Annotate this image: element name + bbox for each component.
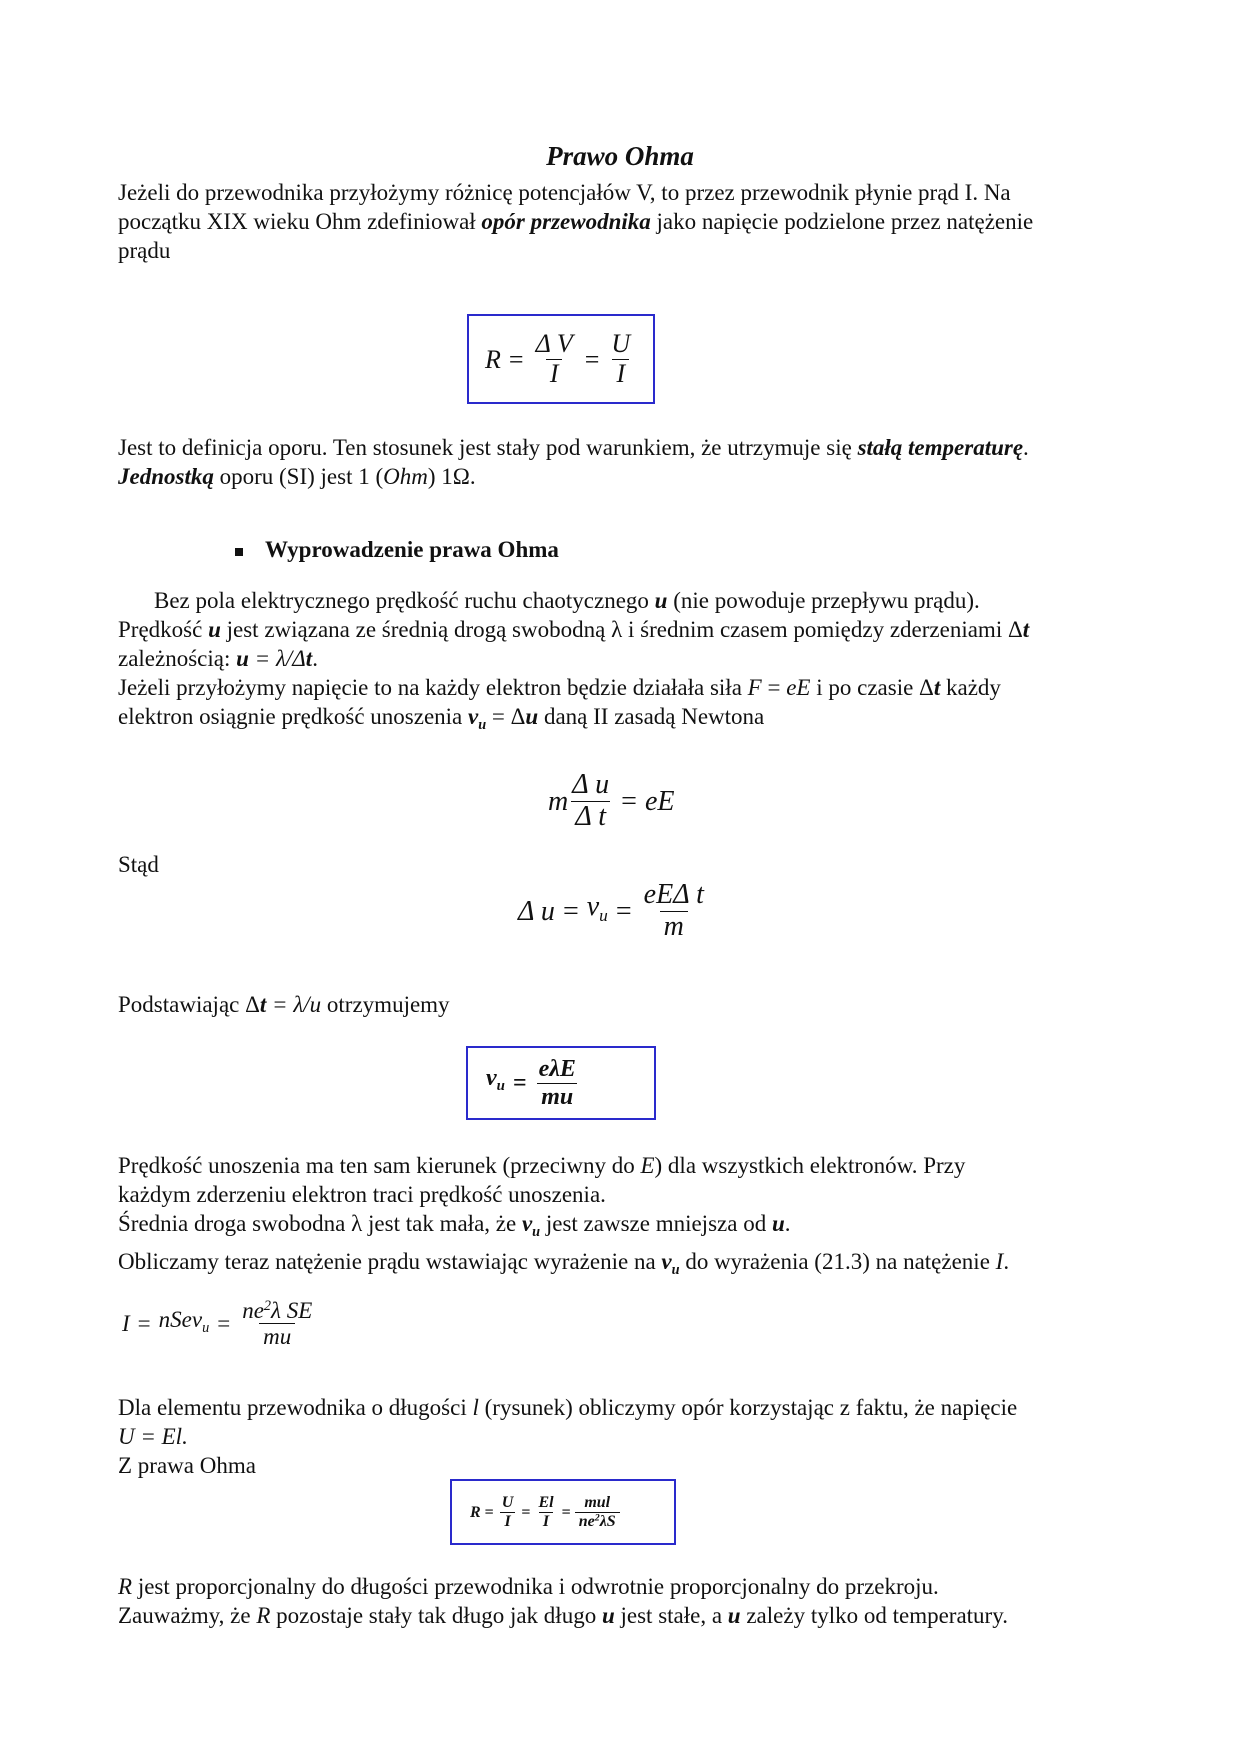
eq5-lhs: I <box>122 1311 130 1337</box>
drift-line-2: każdym zderzeniu elektron traci prędkość unoszenia. <box>118 1182 606 1207</box>
eq1-equals: = <box>508 344 524 374</box>
intro-line-1: Jeżeli do przewodnika przyłożymy różnicę potencjałów V, to przez przewodnik płynie prąd I. Na <box>118 180 1011 205</box>
eq1-fraction-1 <box>532 330 577 388</box>
eq4-num: eλE <box>538 1056 576 1083</box>
derivation-paragraph <box>118 586 1128 740</box>
element-paragraph <box>118 1393 1128 1480</box>
eq2-equals: = <box>621 785 637 817</box>
eq5-num: $ne^2\lambda$ SE <box>242 1298 313 1323</box>
equation-current <box>122 1298 316 1350</box>
definition-line-2: Jednostką oporu (SI) jest 1 (Ohm) 1Ω. <box>118 464 476 489</box>
eq2-mass: m <box>548 785 569 817</box>
eq5-fraction <box>238 1298 316 1350</box>
eq1-lhs: R <box>485 344 501 374</box>
eq4-den: mu <box>537 1083 577 1110</box>
eq1-equals-2: = <box>584 344 600 374</box>
eq4-equals: = <box>512 1069 527 1096</box>
eq1-num1: Δ V <box>535 328 573 358</box>
element-line-3: Z prawa Ohma <box>118 1453 256 1478</box>
eq2-fraction <box>568 770 613 833</box>
derivation-line-1: Bez pola elektrycznego prędkość ruchu chaotycznego u (nie powoduje przepływu prądu). <box>154 588 980 613</box>
section-heading: Wyprowadzenie prawa Ohma <box>235 535 559 564</box>
eq3-equals: = <box>562 895 579 927</box>
intro-line-3: prądu <box>118 238 171 263</box>
intro-line-2: początku XIX wieku Ohm zdefiniował opór przewodnika jako napięcie podzielone przez natężenie <box>118 209 1034 234</box>
definition-line-1: Jest to definicja oporu. Ten stosunek jest stały pod warunkiem, że utrzymuje się stałą temperaturę. <box>118 435 1029 460</box>
definition-paragraph <box>118 433 1128 491</box>
eq6-n3: mul <box>584 1493 611 1511</box>
derivation-line-2: Prędkość u jest związana ze średnią drogą swobodną λ i średnim czasem pomiędzy zderzeniami Δt <box>118 617 1030 642</box>
eq6-fraction-3 <box>575 1494 620 1530</box>
page-title: Prawo Ohma <box>546 141 694 171</box>
eq3-den: m <box>660 911 688 943</box>
equation-drift-result <box>466 1046 656 1120</box>
eq6-equals: = <box>484 1503 494 1521</box>
eq6-d2: I <box>539 1512 553 1531</box>
eq6-d1: I <box>500 1512 514 1531</box>
eq6-fraction-1 <box>498 1494 518 1530</box>
eq3-equals-2: = <box>615 895 632 927</box>
eq6-equals-3: = <box>561 1503 571 1521</box>
intro-paragraph <box>118 178 1128 265</box>
element-line-2: U = El. <box>118 1424 188 1449</box>
eq4-v: $v_u$ <box>486 1065 505 1095</box>
eq5-mid: nSev$_u$ <box>158 1306 210 1336</box>
eq6-lhs: R <box>470 1503 481 1521</box>
derivation-line-3: zależnością: u = λ/Δt. <box>118 646 318 671</box>
conclusion-line-2: Zauważmy, że R pozostaje stały tak długo jak długo u jest stałe, a u zależy tylko od temperatury. <box>118 1603 1008 1628</box>
eq6-fraction-2 <box>534 1494 557 1530</box>
eq6-n2: El <box>538 1493 554 1511</box>
equation-ohm-definition <box>467 314 655 404</box>
eq3-fraction <box>640 880 708 943</box>
equation-resistance <box>450 1479 676 1545</box>
conclusion-line-1: R jest proporcjonalny do długości przewodnika i odwrotnie proporcjonalny do przekroju. <box>118 1574 939 1599</box>
eq3-num: eEΔ t <box>643 879 704 910</box>
drift-line-4: Obliczamy teraz natężenie prądu wstawiając wyrażenie na $v_u$ do wyrażenia (21.3) na natężenie I. <box>118 1248 1010 1278</box>
eq1-fraction-2 <box>607 330 634 388</box>
eq3-v: $v_u$ <box>586 891 608 926</box>
eq2-den: Δ t <box>571 801 610 833</box>
element-line-1: Dla elementu przewodnika o długości l (rysunek) obliczymy opór korzystając z faktu, że napięcie <box>118 1395 1018 1420</box>
substitution-line: Podstawiając Δt = λ/u otrzymujemy <box>118 992 450 1017</box>
drift-line-1: Prędkość unoszenia ma ten sam kierunek (przeciwny do E) dla wszystkich elektronów. Przy <box>118 1153 966 1178</box>
eq1-num2: U <box>611 328 631 358</box>
eq6-d3: $ne^2\lambda S$ <box>575 1512 620 1531</box>
equation-newton <box>548 770 675 833</box>
eq6-n1: U <box>501 1493 514 1511</box>
stad-text: Stąd <box>118 852 159 877</box>
eq5-den: mu <box>259 1323 295 1349</box>
derivation-line-5: elektron osiągnie prędkość unoszenia $v_u = \Delta u$ daną II zasadą Newtona <box>118 704 765 733</box>
eq6-equals-2: = <box>521 1503 531 1521</box>
eq1-den1: I <box>546 359 563 389</box>
eq1-den2: I <box>612 359 629 389</box>
derivation-line-4: Jeżeli przyłożymy napięcie to na każdy elektron będzie działała siła F = eE i po czasie Δt każdy <box>118 675 1001 700</box>
eq4-fraction <box>535 1056 580 1110</box>
equation-drift-velocity <box>518 880 708 943</box>
eq2-rhs: eE <box>644 785 675 817</box>
drift-paragraph <box>118 1151 1128 1285</box>
eq5-equals: = <box>137 1311 151 1337</box>
drift-line-3: Średnia droga swobodna λ jest tak mała, że $v_u$ jest zawsze mniejsza od u. <box>118 1211 791 1240</box>
conclusion-paragraph <box>118 1572 1128 1630</box>
eq2-num: Δ u <box>572 769 610 800</box>
square-bullet-icon <box>235 548 243 556</box>
eq3-lhs: Δ u <box>518 895 555 927</box>
eq5-equals-2: = <box>217 1311 231 1337</box>
